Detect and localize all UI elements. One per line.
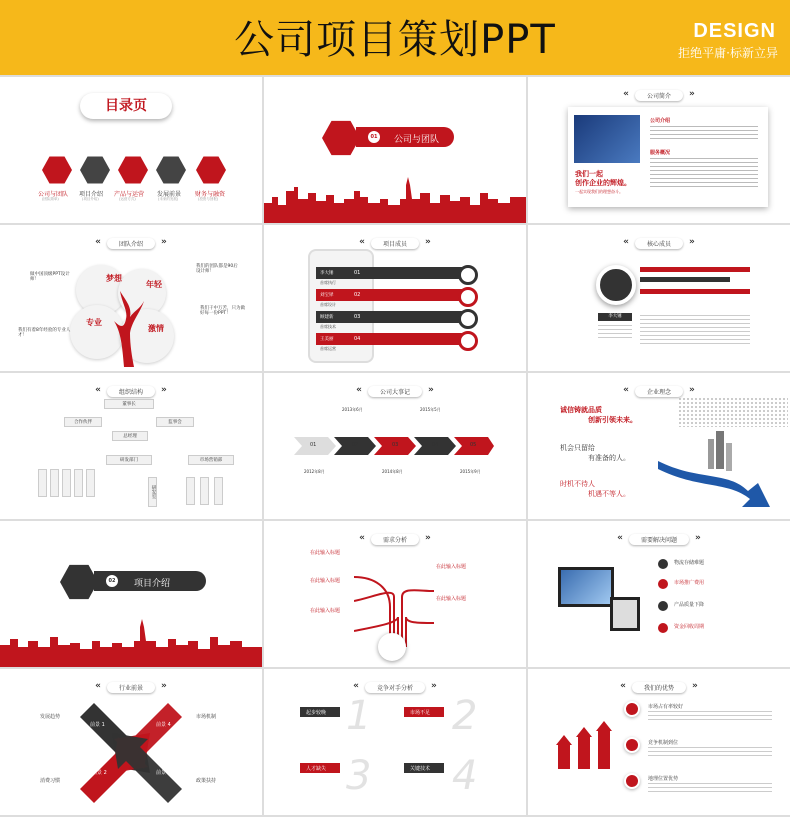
trend-4: 政策扶持: [196, 778, 217, 784]
member-avatar-4: [458, 331, 478, 351]
org-partner: 合作伙伴: [64, 417, 102, 427]
member-num-1: 01: [354, 270, 361, 276]
refresh-icon: [378, 633, 406, 661]
design-label: DESIGN: [693, 20, 776, 42]
slide-advantages[interactable]: [528, 669, 790, 815]
demand-tree-lines: [354, 547, 434, 647]
product-icon: [118, 155, 148, 185]
slide-members[interactable]: [264, 225, 526, 371]
toc-sub-3: (运营方式): [119, 197, 136, 201]
page-title: 公司项目策划PPT: [234, 17, 556, 63]
problem-1: 物流存储难题: [674, 560, 705, 566]
member-avatar-3: [458, 309, 478, 329]
toc-item-4: 发展前景: [157, 191, 182, 198]
project-icon: [80, 155, 110, 185]
comp-num-2: 2: [452, 693, 478, 739]
skill-bar-1: [640, 267, 750, 272]
slide-head: « 企业理念 »: [623, 384, 695, 396]
org-sub: [74, 469, 83, 497]
slide-head: « 需要解决问题 »: [617, 532, 701, 544]
slide-milestones[interactable]: [264, 373, 526, 519]
slide-head: « 项目成员 »: [359, 236, 431, 248]
step-2: 02: [352, 442, 359, 448]
slide-head: « 组织结构 »: [95, 384, 167, 396]
member-avatar-2: [458, 287, 478, 307]
cross-arrows: [74, 697, 188, 809]
comp-label-3: 人才缺失: [306, 766, 327, 772]
toc-item-2: 项目介绍: [79, 191, 104, 198]
idea-2b: 有准备的人。: [588, 454, 630, 462]
step-5: 05: [470, 442, 477, 448]
toc-item-3: 产品与运营: [114, 191, 145, 198]
trend-2: 市场机制: [196, 714, 217, 720]
briefcase-icon: [624, 701, 640, 717]
advantage-text: [648, 747, 772, 759]
demand-item-2: 在此输入标题: [310, 578, 341, 584]
finance-icon: [196, 155, 226, 185]
member-num-4: 04: [354, 336, 361, 342]
member-avatar-1: [458, 265, 478, 285]
trend-3: 消费习惯: [40, 778, 61, 784]
problem-2: 市场推广费用: [674, 580, 705, 586]
quote-4: 我们干中万苦，只为做好每一份PPT！: [200, 306, 245, 316]
problem-3: 产品质量下降: [674, 602, 705, 608]
tree-trunk: [100, 281, 150, 367]
growth-arrows-icon: [556, 721, 614, 769]
quote-2: 我们的团队都是90后设计师！: [196, 264, 238, 274]
member-tag-1: 李大锤: [320, 271, 334, 276]
intro-heading: 公司介绍: [650, 118, 671, 124]
org-sub: [62, 469, 71, 497]
step-3: 03: [392, 442, 399, 448]
comp-label-2: 市场不足: [410, 710, 431, 716]
comp-label-1: 起步较晚: [306, 710, 327, 716]
date-5: 2015年9月: [460, 469, 481, 474]
monitor-image: [558, 567, 614, 607]
org-gm: 总经理: [112, 431, 148, 441]
project-icon: [60, 563, 98, 601]
slide-head: « 核心成员 »: [623, 236, 695, 248]
org-sub: [200, 477, 209, 505]
tagline: 拒绝平庸·标新立异: [678, 46, 778, 60]
problem-icon: [658, 623, 668, 633]
slogan-1: 我们一起: [575, 170, 603, 178]
member-tag-2: 刘宝铎: [320, 293, 334, 298]
advantage-3: 地理位置优势: [648, 776, 679, 782]
slide-company-intro[interactable]: [528, 77, 790, 223]
quote-1: 做中国顶级PPT设计师！: [30, 272, 70, 282]
advantage-2: 竞争机制到位: [648, 740, 679, 746]
section-label: 项目介绍: [134, 579, 171, 589]
slide-problems[interactable]: [528, 521, 790, 667]
step-4: 04: [432, 442, 439, 448]
slogan-3: 一起实现我们的理想奋斗。: [575, 189, 623, 194]
member-photo: [596, 265, 636, 305]
comp-num-1: 1: [346, 693, 372, 739]
demand-item-1: 在此输入标题: [310, 550, 341, 556]
intro-text: [650, 126, 758, 142]
date-2: 2015年5月: [420, 407, 441, 412]
org-sub: [214, 477, 223, 505]
member-sub-1: 首席执行: [320, 280, 336, 285]
arrow-right-icon: »: [689, 88, 695, 99]
slide-section-01[interactable]: [264, 77, 526, 223]
word-passion: 激情: [148, 324, 164, 333]
photo-placeholder: [574, 115, 640, 163]
toc-item-5: 财务与融资: [195, 191, 226, 198]
word-pro: 专业: [86, 318, 102, 327]
member-name: 李大锤: [598, 313, 632, 321]
member-row-2[interactable]: [316, 289, 466, 301]
future-icon: [156, 155, 186, 185]
world-map: [678, 397, 788, 427]
toc-sub-4: (未来的发展): [158, 197, 179, 201]
arrow-label-4: 前景 4: [156, 722, 171, 728]
problem-icon: [658, 579, 668, 589]
slide-industry[interactable]: [0, 669, 262, 815]
comp-num-3: 3: [346, 753, 372, 799]
slide-toc[interactable]: [0, 77, 262, 223]
comp-num-4: 4: [452, 753, 478, 799]
toc-sub-1: (团队简单): [42, 197, 59, 201]
advantage-text: [648, 783, 772, 795]
member-num-3: 03: [354, 314, 361, 320]
city-skyline: [264, 173, 526, 223]
org-marketing: 市场营销部: [188, 455, 234, 465]
house-icon: [624, 773, 640, 789]
slide-grid: [0, 75, 790, 817]
slide-head: « 公司简介 »: [623, 88, 695, 100]
member-sub-3: 首席技术: [320, 324, 336, 329]
demand-item-4: 在此输入标题: [436, 564, 467, 570]
toc-sub-5: (投资与回报): [198, 197, 219, 201]
member-row-1[interactable]: [316, 267, 466, 279]
core-text: [640, 315, 750, 345]
arrow-label-1: 前景 1: [90, 722, 105, 728]
idea-3a: 时机不待人: [560, 480, 595, 488]
demand-item-3: 在此输入标题: [310, 608, 341, 614]
org-lab: 研发室: [148, 477, 157, 507]
trophy-icon: [624, 737, 640, 753]
section-num: 01: [368, 131, 380, 143]
member-row-4[interactable]: [316, 333, 466, 345]
toc-sub-2: (项目介绍): [82, 197, 99, 201]
slide-head: « 我们的优势 »: [620, 680, 698, 692]
org-sub: [50, 469, 59, 497]
slide-head: « 行业前景 »: [95, 680, 167, 692]
org-chairman: 董事长: [104, 399, 154, 409]
word-young: 年轻: [146, 280, 162, 289]
idea-1b: 创新引领未来。: [588, 416, 637, 424]
skill-bar-3: [640, 289, 750, 294]
advantage-1: 市场占有率较好: [648, 704, 684, 710]
slide-demand[interactable]: [264, 521, 526, 667]
idea-2a: 机会只留给: [560, 444, 595, 452]
comp-label-4: 关键技术: [410, 766, 431, 772]
org-rnd: 研发部门: [106, 455, 152, 465]
date-1: 2013年6月: [342, 407, 363, 412]
member-row-3[interactable]: [316, 311, 466, 323]
step-1: 01: [310, 442, 317, 448]
slide-competitors[interactable]: [264, 669, 526, 815]
slide-core-member[interactable]: [528, 225, 790, 371]
trend-1: 发展趋势: [40, 714, 61, 720]
slide-section-02[interactable]: [0, 521, 262, 667]
service-text: [650, 158, 758, 188]
problem-icon: [658, 601, 668, 611]
city-skyline: [0, 617, 262, 667]
slogan-2: 创作企业的辉煌。: [575, 179, 631, 187]
slide-philosophy[interactable]: [528, 373, 790, 519]
arrow-label-2: 前景 2: [92, 770, 107, 776]
date-3: 2012年8月: [304, 469, 325, 474]
member-bio: [598, 325, 632, 339]
team-icon: [322, 119, 360, 157]
slide-head: « 需求分析 »: [359, 532, 431, 544]
tablet-image: [610, 597, 640, 631]
org-sub: [86, 469, 95, 497]
member-num-2: 02: [354, 292, 361, 298]
date-4: 2014年8月: [382, 469, 403, 474]
problem-icon: [658, 559, 668, 569]
word-dream: 梦想: [106, 274, 122, 283]
member-sub-4: 首席运营: [320, 346, 336, 351]
member-tag-3: 顾建新: [320, 315, 334, 320]
rising-arrow-icon: [658, 431, 790, 511]
section-label: 公司与团队: [394, 135, 440, 145]
org-board: 监事会: [156, 417, 194, 427]
toc-title: 目录页: [80, 93, 172, 119]
slide-head: « 团队介绍 »: [95, 236, 167, 248]
member-tag-4: 王美丽: [320, 337, 334, 342]
problem-4: 资金回收周期: [674, 624, 705, 630]
skill-bar-2: [640, 277, 730, 282]
idea-3b: 机遇不等人。: [588, 490, 630, 498]
slide-team[interactable]: [0, 225, 262, 371]
idea-1a: 诚信铸就品质: [560, 406, 602, 414]
service-heading: 服务概况: [650, 150, 671, 156]
demand-item-5: 在此输入标题: [436, 596, 467, 602]
org-sub: [38, 469, 47, 497]
slide-head: « 竞争对手分析 »: [353, 680, 437, 692]
org-sub: [186, 477, 195, 505]
member-sub-2: 首席设计: [320, 302, 336, 307]
quote-3: 我们有着8年经验的专业人才！: [18, 328, 71, 338]
slide-org[interactable]: [0, 373, 262, 519]
team-icon: [42, 155, 72, 185]
header-banner: [0, 0, 790, 75]
slide-head: « 公司大事记 »: [356, 384, 434, 396]
advantage-text: [648, 711, 772, 723]
section-num: 02: [106, 575, 118, 587]
arrow-label-3: 前景 3: [156, 770, 171, 776]
arrow-left-icon: «: [623, 88, 629, 99]
toc-item-1: 公司与团队: [38, 191, 69, 198]
